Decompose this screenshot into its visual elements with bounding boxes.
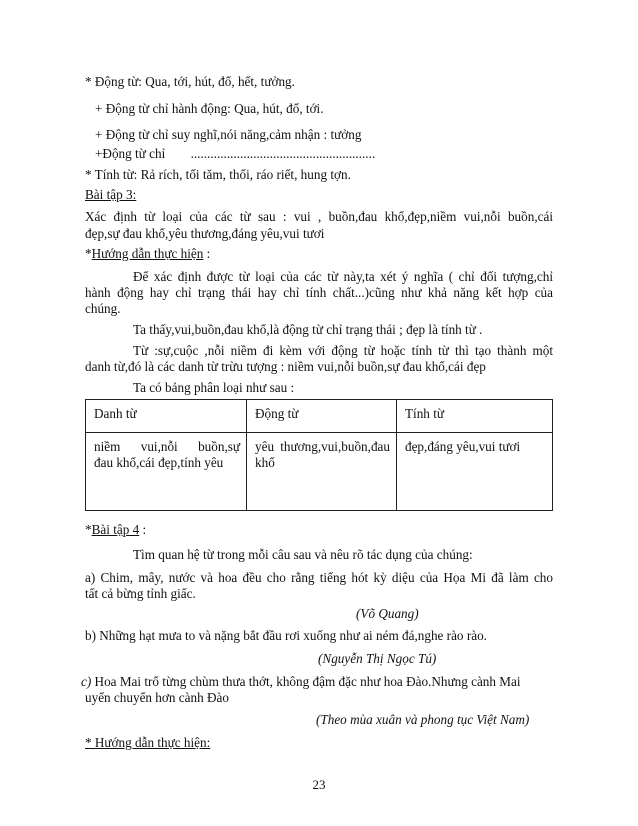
dong-tu-chi-dots: ........................................................ [190,146,376,161]
para1-line-2: hành động hay chỉ trạng thái hay chỉ tính chất...)cũng như khả năng kết hợp của [85,285,553,300]
para2-line: Ta thấy,vui,buồn,đau khổ,là động từ chỉ trạng thái ; đẹp là tính từ . [133,322,483,337]
dong-tu-chi-line [95,146,375,162]
sentence-b-source: (Nguyễn Thị Ngọc Tú) [318,651,437,666]
sentence-c-source: (Theo mùa xuân và phong tục Việt Nam) [316,712,530,727]
sentence-a-line-1: a) Chim, mây, nước và hoa đều cho rằng tiếng hót kỳ diệu của Họa Mi đã làm cho [85,570,553,585]
bai-tap-3-heading: Bài tập 3: [85,187,137,202]
bai-tap-4-colon: : [139,522,147,537]
bt3-question-line-2: đẹp,sự đau khổ,yêu thương,đáng yêu,vui tươi [85,226,325,241]
huong-dan-label: Hướng dẫn thực hiện [91,246,204,261]
sentence-a-line-2: tất cả bừng tỉnh giấc. [85,586,196,601]
table-cell-danh-tu [86,433,247,511]
dong-tu-suy-nghi-line: + Động từ chỉ suy nghĩ,nói năng,cảm nhận : tưởng [95,127,362,142]
cell-line: niềm vui,nỗi buồn,sự [94,439,241,454]
para3-line-1: Từ :sự,cuộc ,nỗi niềm đi kèm với động từ hoặc tính từ thì tạo thành một [133,343,553,358]
huong-dan-heading [85,246,210,262]
table-header-row [86,400,553,433]
dong-tu-hanh-dong-line: + Động từ chỉ hành động: Qua, hút, đổ, tới. [95,101,324,116]
classification-table [85,399,553,511]
tinh-tu-line: * Tính từ: Rả rích, tối tăm, thối, ráo riết, hung tợn. [85,167,351,182]
sentence-a-source: (Võ Quang) [356,606,419,621]
page-number: 23 [312,777,326,792]
bt4-intro: Tìm quan hệ từ trong mỗi câu sau và nêu rõ tác dụng của chúng: [133,547,473,562]
bai-tap-4-label: Bài tập 4 [91,522,140,537]
para3-line-2: danh từ,đó là các danh từ trừu tượng : niềm vui,nỗi buồn,sự đau khổ,cái đẹp [85,359,486,374]
huong-dan-star: * [85,246,92,261]
para1-line-1: Để xác định được từ loại của các từ này,ta xét ý nghĩa ( chỉ đối tượng,chỉ [133,269,553,284]
table-header-cell: Danh từ [86,400,247,433]
cell-line: khổ [255,455,275,470]
sentence-b-line: b) Những hạt mưa to và nặng bắt đầu rơi xuống như ai ném đá,nghe rào rào. [85,628,487,643]
cell-line: đẹp,đáng yêu,vui tươi [404,439,521,454]
huong-dan-heading-2: * Hướng dẫn thực hiện: [85,735,211,750]
cell-line: đau khổ,cái đẹp,tính yêu [94,455,224,470]
table-row [86,433,553,511]
sentence-c-text: Hoa Mai trổ từng chùm thưa thớt, không đậm đặc như hoa Đào.Nhưng cành Mai [91,674,521,689]
dong-tu-line: * Động từ: Qua, tới, hút, đổ, hết, tưởng. [85,74,295,89]
bai-tap-4-star: * [85,522,92,537]
table-header-cell: Động từ [247,400,397,433]
table-cell-dong-tu [247,433,397,511]
cell-line: yêu thương,vui,buồn,đau [255,439,390,454]
table-header-cell: Tính từ [396,400,552,433]
sentence-c-prefix: c) [81,674,92,689]
dong-tu-chi-label: +Động từ chỉ [95,146,166,161]
bai-tap-4-heading [85,522,146,538]
bt3-question-line-1: Xác định từ loại của các từ sau : vui , buồn,đau khổ,đẹp,niềm vui,nỗi buồn,cái [85,209,553,224]
huong-dan-colon: : [203,246,211,261]
para1-line-3: chúng. [85,301,121,316]
para4-line: Ta có bảng phân loại như sau : [133,380,295,395]
sentence-c-line-1 [81,674,521,690]
table-cell-tinh-tu [396,433,552,511]
sentence-c-line-2: uyển chuyển hơn cành Đào [85,690,229,705]
